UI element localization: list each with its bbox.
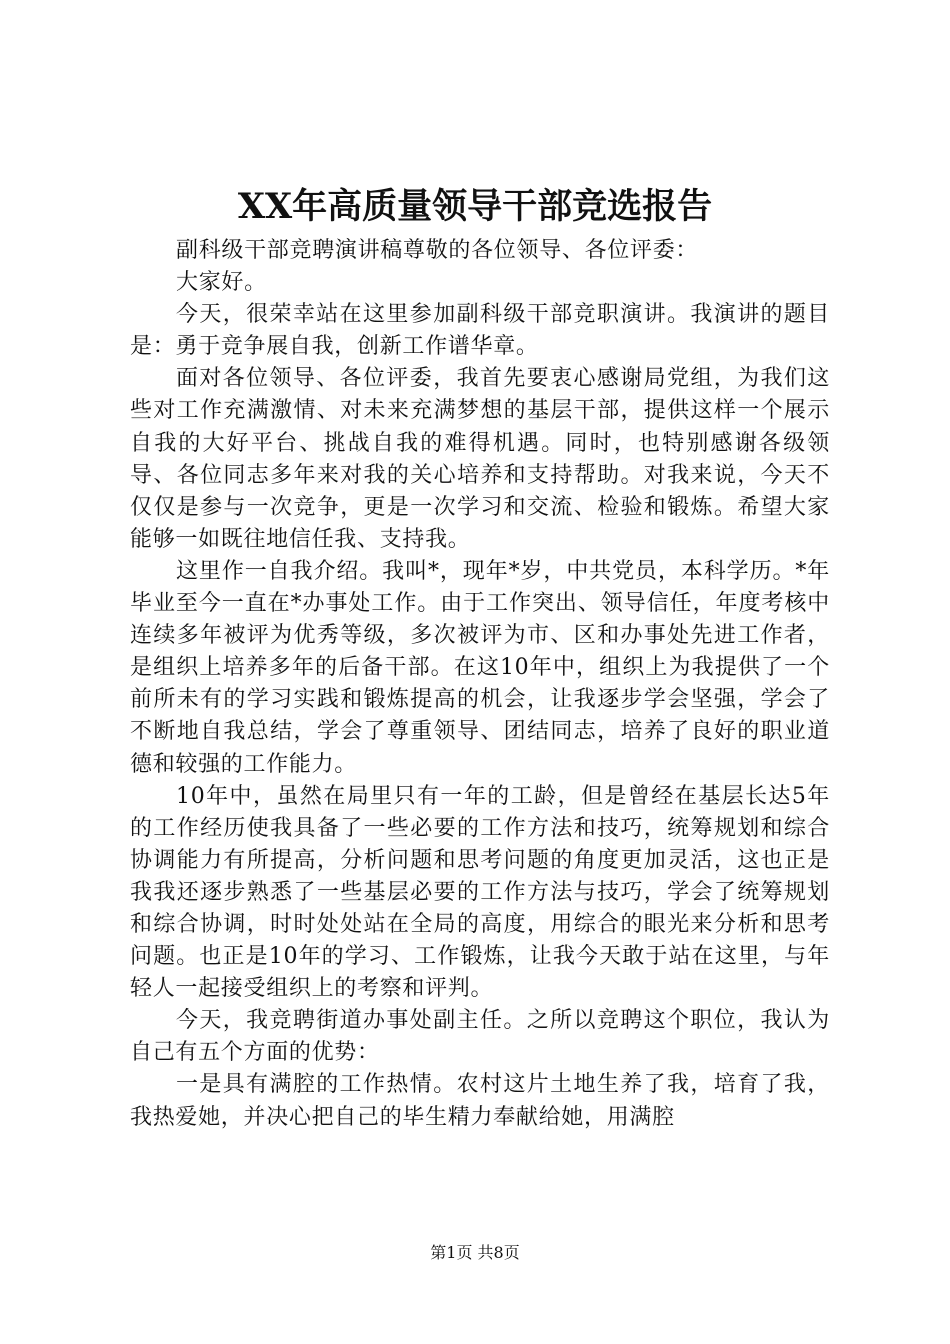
page-number-footer: 第1页 共8页 [430, 1243, 520, 1262]
paragraph-salutation: 副科级干部竞聘演讲稿尊敬的各位领导、各位评委： [176, 238, 699, 263]
document-body [130, 235, 830, 1134]
paragraph-topic: 今天，很荣幸站在这里参加副科级干部竞职演讲。我演讲的题目是：勇于竞争展自我，创新工作谱华章。 [130, 302, 830, 360]
document-title: XX年高质量领导干部竞选报告 [237, 186, 713, 227]
paragraph-advantage-one: 一是具有满腔的工作热情。农村这片土地生养了我，培育了我，我热爱她，并决心把自己的毕生精力奉献给她，用满腔 [130, 1072, 830, 1130]
paragraph-experience: 10年中，虽然在局里只有一年的工龄，但是曾经在基层长达5年的工作经历使我具备了一些必要的工作方法和技巧，统筹规划和综合协调能力有所提高，分析问题和思考问题的角度更加灵活，这也正是我我还逐步熟悉了一些基层必要的工作方法与技巧，学会了统筹规划和综合协调，时时处处站在全局的高度，用综合的眼光来分析和思考问题。也正是10年的学习、工作锻炼，让我今天敢于站在这里，与年轻人一起接受组织上的考察和评判。 [130, 783, 830, 1002]
paragraph-thanks: 面对各位领导、各位评委，我首先要衷心感谢局党组，为我们这些对工作充满激情、对未来充满梦想的基层干部，提供这样一个展示自我的大好平台、挑战自我的难得机遇。同时，也特别感谢各级领导、各位同志多年来对我的关心培养和支持帮助。对我来说，今天不仅仅是参与一次竞争，更是一次学习和交流、检验和锻炼。希望大家能够一如既往地信任我、支持我。 [130, 366, 830, 552]
paragraph-position: 今天，我竞聘街道办事处副主任。之所以竞聘这个职位，我认为自己有五个方面的优势： [130, 1008, 830, 1066]
paragraph-greeting: 大家好。 [176, 270, 267, 296]
paragraph-self-introduction: 这里作一自我介绍。我叫*，现年*岁，中共党员，本科学历。*年毕业至今一直在*办事处工作。由于工作突出、领导信任，年度考核中连续多年被评为优秀等级，多次被评为市、区和办事处先进工作者，是组织上培养多年的后备干部。在这10年中，组织上为我提供了一个前所未有的学习实践和锻炼提高的机会，让我逐步学会坚强，学会了不断地自我总结，学会了尊重领导、团结同志，培养了良好的职业道德和较强的工作能力。 [130, 558, 830, 777]
